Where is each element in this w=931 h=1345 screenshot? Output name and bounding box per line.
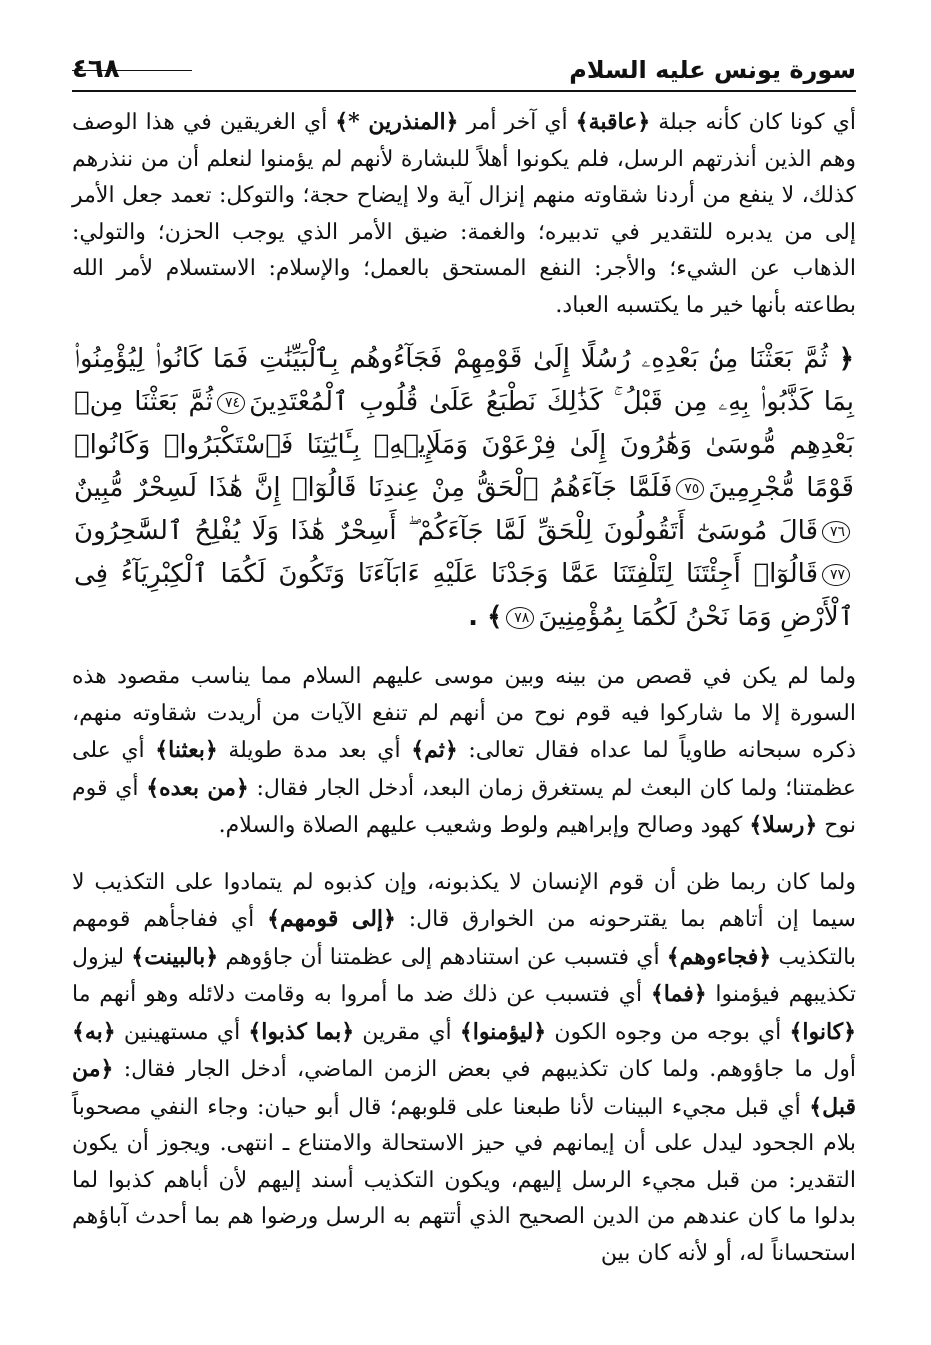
- verse-text: ثُمَّ بَعَثْنَا مِنۢ بَعْدِهِم مُّوسَىٰ وَهَٰرُونَ إِلَىٰ فِرْعَوْنَ وَمَلَإِي۟هِۦ بِـَٔايَٰتِنَا فَٱسْتَكْبَرُوا۟ وَكَانُوا۟ قَوْمًا مُّجْرِمِينَ: [74, 387, 854, 503]
- quoted-word: ﴿ثم﴾: [411, 737, 458, 763]
- text-span: كهود وصالح وإبراهيم ولوط وشعيب عليهم الصلاة والسلام.: [218, 813, 750, 838]
- verse-number-marker: ٧٤: [217, 392, 245, 414]
- quoted-word: ﴿المنذرين *﴾: [335, 109, 459, 135]
- quoted-word: ﴿بالبينت﴾: [131, 943, 219, 970]
- quoted-word: ﴿بعثنا﴾: [155, 737, 218, 763]
- quoted-word: ﴿من بعده﴾: [146, 774, 249, 801]
- page-header: [72, 52, 856, 92]
- text-span: ولما لم يكن في قصص من بينه وبين موسى عليهم السلام مما يناسب مقصود هذه السورة إلا ما شاركوا فيه قوم نوح من أنهم لم تنفع الآيات من أريدت شقاوته منهم، ذكره سبحانه طاوياً لما عداه فقال تعالى:: [72, 664, 856, 763]
- text-span: أي ففاجأهم قومهم بالتكذيب: [72, 907, 856, 970]
- verse-number-marker: ٧٧: [822, 564, 850, 586]
- verse-text: فَلَمَّا جَآءَهُمُ ٱلْحَقُّ مِنْ عِندِنَا قَالُوٓا۟ إِنَّ هَٰذَا لَسِحْرٌ مُّبِينٌ: [74, 473, 673, 503]
- surah-title: سورة يونس عليه السلام: [569, 56, 856, 84]
- intro-paragraph: [72, 104, 856, 324]
- text-span: أول ما جاؤوهم. ولما كان تكذيبهم في بعض الزمن الماضي، أدخل الجار فقال:: [113, 1057, 856, 1082]
- quoted-word: ﴿كانوا﴾: [789, 1018, 857, 1045]
- quoted-word: ﴿رسلا﴾: [749, 812, 818, 838]
- text-span: أي قبل مجيء البينات لأنا طبعنا على قلوبهم؛ قال أبو حيان: وجاء النفي مصحوباً بلام الجحود ليدل على أن إيمانهم في حيز الاستحالة والامتناع ـ انتهى. ويجوز أن يكون التقدير: من قبل مجيء الرسل إليهم، ويكون التكذيب أسند إليهم لأن أباهم كذبوا لما بدلوا ما كان عندهم من الدين الصحيح الذي أتتهم به الرسل ورضوا هم بما أحدث آباؤهم استحساناً له، أو لأنه كان بين: [72, 1094, 856, 1266]
- commentary-paragraph-2: [72, 659, 856, 845]
- verse-number-marker: ٧٦: [822, 521, 850, 543]
- quoted-word: ﴿من قبل﴾: [72, 1056, 856, 1120]
- ornate-bracket-close: ﴾ .: [468, 602, 503, 632]
- verse-number-marker: ٧٥: [676, 478, 704, 500]
- text-span: أي بعد مدة طويلة: [217, 738, 412, 763]
- verse-text: ثُمَّ بَعَثْنَا مِنۢ بَعْدِهِۦ رُسُلًا إِلَىٰ قَوْمِهِمْ فَجَآءُوهُم بِٱلْبَيِّنَٰتِ فَمَا كَانُوا۟ لِيُؤْمِنُوا۟ بِمَا كَذَّبُوا۟ بِهِۦ مِن قَبْلُ ۚ كَذَٰلِكَ نَطْبَعُ عَلَىٰ قُلُوبِ ٱلْمُعْتَدِينَ: [74, 344, 854, 417]
- text-span: أي مقرين: [354, 1019, 460, 1045]
- ornate-bracket-open: ﴿: [838, 344, 855, 374]
- text-span: أي الغريقين في هذا الوصف وهم الذين أنذرتهم الرسل، فلم يكونوا أهلاً للبشارة لأنهم لم يؤمنوا لنعلم أن من ننذرهم كذلك، لا ينفع من أردنا شقاوته منهم إنزال آية ولا إيضاح حجة؛ والتوكل: تعمد جعل الأمر إلى من يدبره للتقدير في تدبيره؛ والغمة: ضيق الأمر الذي يوجب الحزن؛ والتولي: الذهاب عن الشيء؛ والأجر: النفع المستحق بالعمل؛ والإسلام: الاستسلام لأمر الله بطاعته بأنها خير ما يكتسبه العباد.: [72, 110, 856, 318]
- text-span: أي مستهينين: [115, 1019, 249, 1045]
- quoted-word: ﴿إلى قومهم﴾: [267, 906, 396, 932]
- quran-verses: [72, 338, 856, 639]
- quoted-word: ﴿به﴾: [72, 1018, 116, 1045]
- book-page: [72, 52, 856, 1272]
- verse-number-marker: ٧٨: [506, 607, 534, 629]
- page-number: ٤٦٨: [72, 54, 120, 84]
- text-span: أي على عظمتنا؛ ولما كان البعث لم يستغرق زمان البعد، أدخل الجار فقال:: [72, 738, 856, 801]
- text-span: أي بوجه من وجوه الكون: [546, 1019, 790, 1045]
- text-span: أي فتسبب عن ذلك ضد ما أمروا به وقامت دلائله وهو أنهم ما: [72, 982, 651, 1007]
- text-span: ولما كان ربما ظن أن قوم الإنسان لا يكذبونه، وإن كذبوه لم يتمادوا على التكذيب لا سيما إن أتاهم بما يقترحونه من الخوارق قال:: [72, 869, 856, 932]
- commentary-paragraph-3: [72, 865, 856, 1273]
- text-span: أي آخر أمر: [458, 110, 576, 135]
- text-span: أي كونا كان كأنه جبلة: [650, 110, 856, 135]
- quoted-word: ﴿فجاءوهم﴾: [666, 943, 772, 970]
- verse-text: قَالُوٓا۟ أَجِئْتَنَا لِتَلْفِتَنَا عَمَّا وَجَدْنَا عَلَيْهِ ءَابَآءَنَا وَتَكُونَ لَكُمَا ٱلْكِبْرِيَآءُ فِى ٱلْأَرْضِ وَمَا نَحْنُ لَكُمَا بِمُؤْمِنِينَ: [74, 559, 854, 632]
- quoted-word: ﴿عاقبة﴾: [575, 109, 651, 135]
- text-span: أي فتسبب عن استنادهم إلى عظمتنا أن جاؤوهم: [218, 944, 667, 970]
- quoted-word: ﴿فما﴾: [650, 981, 707, 1007]
- text-span: أي قوم نوح: [72, 775, 856, 838]
- text-span: ليزول تكذيبهم فيؤمنوا: [72, 944, 856, 1007]
- verse-text: قَالَ مُوسَىٰٓ أَتَقُولُونَ لِلْحَقِّ لَمَّا جَآءَكُمْ ۖ أَسِحْرٌ هَٰذَا وَلَا يُفْلِحُ ٱلسَّٰحِرُونَ: [74, 516, 818, 546]
- quoted-word: ﴿بما كذبوا﴾: [248, 1018, 355, 1045]
- quoted-word: ﴿ليؤمنوا﴾: [459, 1018, 547, 1045]
